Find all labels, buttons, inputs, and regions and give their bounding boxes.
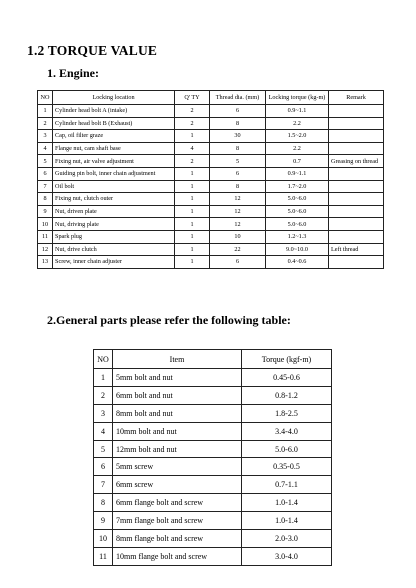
column-header-locking-location: Locking location — [53, 91, 175, 105]
column-header-no: NO — [94, 350, 113, 369]
cell-thread-dia: 22 — [210, 243, 266, 256]
cell-item: 6mm bolt and nut — [113, 386, 242, 404]
engine-heading: 1. Engine: — [47, 66, 100, 80]
cell-remark — [329, 117, 384, 130]
cell-no: 13 — [38, 256, 53, 269]
cell-locking-torque: 0.9~1.1 — [266, 105, 329, 118]
table-row — [38, 256, 384, 269]
cell-quantity: 1 — [175, 256, 210, 269]
cell-item: 10mm flange bolt and screw — [113, 547, 242, 565]
cell-no: 2 — [94, 386, 113, 404]
table-row — [38, 130, 384, 143]
table-row — [38, 155, 384, 168]
cell-quantity: 2 — [175, 105, 210, 118]
cell-torque: 1.0-1.4 — [242, 494, 332, 512]
cell-remark — [329, 180, 384, 193]
cell-thread-dia: 30 — [210, 130, 266, 143]
table-row — [94, 386, 332, 404]
cell-torque: 0.7-1.1 — [242, 476, 332, 494]
cell-quantity: 4 — [175, 142, 210, 155]
cell-quantity: 2 — [175, 155, 210, 168]
cell-locking-location: Cylinder head bolt A (intake) — [53, 105, 175, 118]
cell-thread-dia: 5 — [210, 155, 266, 168]
section-title: 1.2 TORQUE VALUE — [27, 43, 158, 58]
column-header-no: NO — [38, 91, 53, 105]
cell-item: 6mm screw — [113, 476, 242, 494]
cell-item: 6mm flange bolt and screw — [113, 494, 242, 512]
cell-remark — [329, 218, 384, 231]
cell-no: 9 — [94, 512, 113, 530]
column-header-item: Item — [113, 350, 242, 369]
cell-locking-torque: 5.0~6.0 — [266, 205, 329, 218]
cell-locking-location: Screw, inner chain adjuster — [53, 256, 175, 269]
cell-thread-dia: 6 — [210, 256, 266, 269]
cell-thread-dia: 6 — [210, 105, 266, 118]
table-row — [94, 547, 332, 565]
column-header-thread-dia: Thread dia. (mm) — [210, 91, 266, 105]
cell-torque: 2.0-3.0 — [242, 530, 332, 548]
cell-no: 2 — [38, 117, 53, 130]
cell-locking-location: Fixing nut, air valve adjustment — [53, 155, 175, 168]
cell-thread-dia: 12 — [210, 218, 266, 231]
cell-locking-location: Fixing nut, clutch outer — [53, 193, 175, 206]
cell-torque: 0.45-0.6 — [242, 369, 332, 387]
cell-locking-torque: 1.2~1.3 — [266, 230, 329, 243]
cell-locking-location: Oil bolt — [53, 180, 175, 193]
cell-item: 8mm flange bolt and screw — [113, 530, 242, 548]
cell-quantity: 1 — [175, 130, 210, 143]
cell-thread-dia: 12 — [210, 205, 266, 218]
cell-quantity: 1 — [175, 243, 210, 256]
table-row — [94, 440, 332, 458]
cell-no: 8 — [94, 494, 113, 512]
cell-no: 1 — [94, 369, 113, 387]
cell-no: 5 — [38, 155, 53, 168]
table-row — [38, 193, 384, 206]
cell-remark — [329, 256, 384, 269]
cell-remark — [329, 230, 384, 243]
cell-no: 11 — [38, 230, 53, 243]
cell-locking-torque: 1.5~2.0 — [266, 130, 329, 143]
cell-quantity: 1 — [175, 180, 210, 193]
table-row — [38, 167, 384, 180]
table-row — [38, 205, 384, 218]
cell-locking-location: Guiding pin bolt, inner chain adjustment — [53, 167, 175, 180]
table-row — [94, 476, 332, 494]
table-row — [94, 512, 332, 530]
cell-remark: Greasing on thread — [329, 155, 384, 168]
cell-no: 3 — [38, 130, 53, 143]
cell-quantity: 1 — [175, 193, 210, 206]
cell-item: 5mm bolt and nut — [113, 369, 242, 387]
cell-thread-dia: 6 — [210, 167, 266, 180]
table-row — [38, 117, 384, 130]
table-row — [94, 369, 332, 387]
cell-locking-location: Flange nut, cam shaft base — [53, 142, 175, 155]
cell-torque: 0.8-1.2 — [242, 386, 332, 404]
cell-quantity: 1 — [175, 218, 210, 231]
cell-no: 9 — [38, 205, 53, 218]
table-row — [94, 422, 332, 440]
cell-quantity: 1 — [175, 230, 210, 243]
cell-remark — [329, 205, 384, 218]
table-header-row — [38, 91, 384, 105]
cell-locking-location: Nut, driven plate — [53, 205, 175, 218]
cell-item: 10mm bolt and nut — [113, 422, 242, 440]
table-row — [94, 494, 332, 512]
cell-no: 5 — [94, 440, 113, 458]
cell-no: 6 — [38, 167, 53, 180]
cell-remark — [329, 193, 384, 206]
cell-remark — [329, 105, 384, 118]
column-header-quantity: Q' TY — [175, 91, 210, 105]
cell-item: 12mm bolt and nut — [113, 440, 242, 458]
cell-locking-torque: 5.0~6.0 — [266, 193, 329, 206]
cell-no: 8 — [38, 193, 53, 206]
cell-torque: 5.0-6.0 — [242, 440, 332, 458]
table-header-row — [94, 350, 332, 369]
cell-no: 6 — [94, 458, 113, 476]
cell-remark — [329, 130, 384, 143]
cell-locking-torque: 9.0~10.0 — [266, 243, 329, 256]
cell-no: 7 — [38, 180, 53, 193]
cell-locking-torque: 5.0~6.0 — [266, 218, 329, 231]
cell-thread-dia: 8 — [210, 180, 266, 193]
cell-thread-dia: 8 — [210, 117, 266, 130]
cell-remark — [329, 142, 384, 155]
table-row — [94, 404, 332, 422]
table-row — [94, 530, 332, 548]
table-row — [38, 218, 384, 231]
cell-no: 10 — [94, 530, 113, 548]
column-header-torque: Torque (kgf-m) — [242, 350, 332, 369]
cell-thread-dia: 10 — [210, 230, 266, 243]
column-header-locking-torque: Locking torque (kg-m) — [266, 91, 329, 105]
cell-no: 4 — [94, 422, 113, 440]
cell-torque: 3.0-4.0 — [242, 547, 332, 565]
cell-locking-location: Nut, drive clutch — [53, 243, 175, 256]
cell-item: 5mm screw — [113, 458, 242, 476]
cell-torque: 3.4-4.0 — [242, 422, 332, 440]
cell-item: 8mm bolt and nut — [113, 404, 242, 422]
cell-quantity: 1 — [175, 167, 210, 180]
table-row — [38, 230, 384, 243]
table-row — [38, 180, 384, 193]
cell-item: 7mm flange bolt and screw — [113, 512, 242, 530]
cell-locking-torque: 2.2 — [266, 142, 329, 155]
table-row — [38, 142, 384, 155]
cell-locking-torque: 0.9~1.1 — [266, 167, 329, 180]
column-header-remark: Remark — [329, 91, 384, 105]
cell-locking-torque: 0.4~0.6 — [266, 256, 329, 269]
cell-locking-location: Cap, oil filter graze — [53, 130, 175, 143]
cell-locking-torque: 2.2 — [266, 117, 329, 130]
cell-remark — [329, 167, 384, 180]
table-row — [38, 105, 384, 118]
engine-torque-table — [37, 90, 384, 269]
cell-locking-location: Cylinder head bolt B (Exhaust) — [53, 117, 175, 130]
cell-quantity: 2 — [175, 117, 210, 130]
cell-torque: 1.0-1.4 — [242, 512, 332, 530]
cell-locking-torque: 1.7~2.0 — [266, 180, 329, 193]
general-parts-heading: 2.General parts please refer the following table: — [47, 313, 291, 327]
cell-quantity: 1 — [175, 205, 210, 218]
cell-no: 7 — [94, 476, 113, 494]
cell-locking-location: Nut, driving plate — [53, 218, 175, 231]
table-row — [38, 243, 384, 256]
cell-locking-location: Spark plug — [53, 230, 175, 243]
cell-no: 1 — [38, 105, 53, 118]
cell-no: 3 — [94, 404, 113, 422]
cell-remark: Left thread — [329, 243, 384, 256]
cell-no: 10 — [38, 218, 53, 231]
cell-no: 4 — [38, 142, 53, 155]
cell-torque: 1.8-2.5 — [242, 404, 332, 422]
general-parts-torque-table — [93, 349, 332, 566]
table-row — [94, 458, 332, 476]
cell-locking-torque: 0.7 — [266, 155, 329, 168]
cell-thread-dia: 8 — [210, 142, 266, 155]
cell-no: 12 — [38, 243, 53, 256]
cell-torque: 0.35-0.5 — [242, 458, 332, 476]
cell-thread-dia: 12 — [210, 193, 266, 206]
cell-no: 11 — [94, 547, 113, 565]
